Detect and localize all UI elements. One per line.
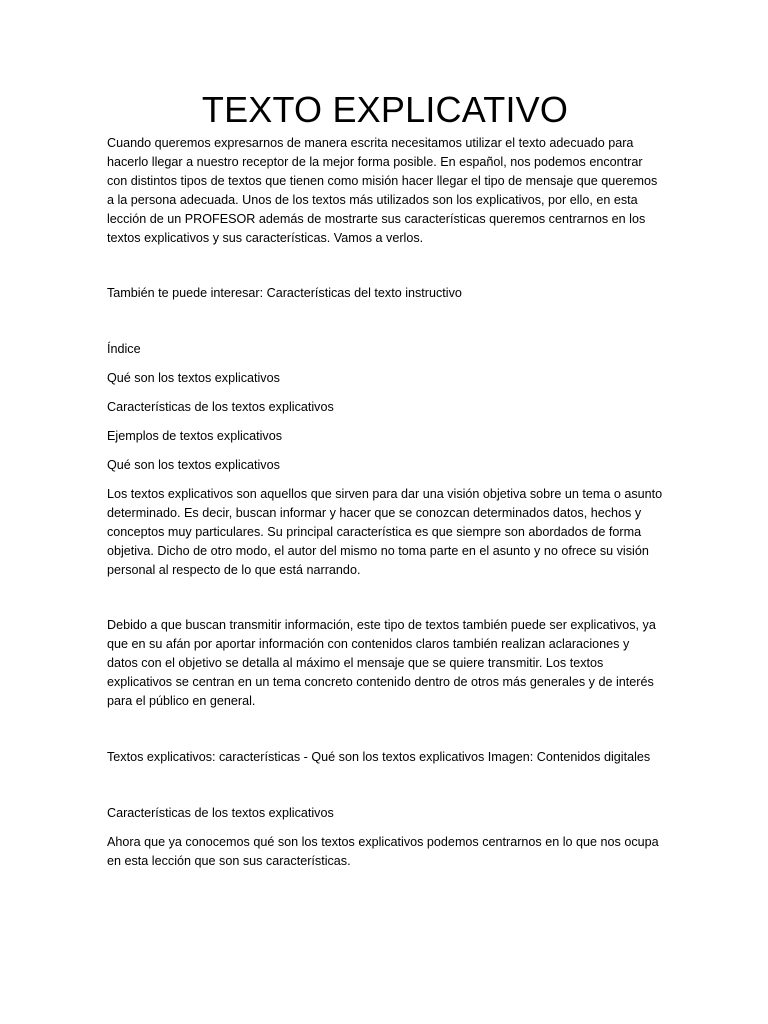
section-heading-characteristics: Características de los textos explicativos bbox=[107, 805, 334, 820]
index-heading: Índice bbox=[107, 342, 141, 357]
also-interest-paragraph: También te puede interesar: Características del texto instructivo bbox=[107, 286, 462, 301]
document-title: TEXTO EXPLICATIVO bbox=[201, 89, 569, 130]
section2-paragraph-1: Ahora que ya conocemos qué son los textos explicativos podemos centrarnos en lo que nos ocupa en esta lección que son sus características. bbox=[107, 834, 659, 868]
intro-paragraph: Cuando queremos expresarnos de manera escrita necesitamos utilizar el texto adecuado para hacerlo llegar a nuestro receptor de la mejor forma posible. En español, nos podemos encontrar con distintos tipos de textos que tienen como misión hacer llegar el tipo de mensaje que queremos a la persona adecuada. Unos de los textos más utilizados son los explicativos, por ello, en esta lección de un PROFESOR además de mostrarte sus características queremos centrarnos en los textos explicativos y sus características. Vamos a verlos. bbox=[107, 136, 658, 245]
document-body bbox=[107, 88, 663, 871]
section1-paragraph-2: Debido a que buscan transmitir información, este tipo de textos también puede ser explicativos, ya que en su afán por aportar información con contenidos claros también realizan aclaraciones y datos con el objetivo se detalla al máximo el mensaje que se quiere transmitir. Los textos explicativos se centran en un tema concreto contenido dentro de otros más generales y de interés para el público en general. bbox=[107, 618, 656, 709]
index-item-characteristics: Características de los textos explicativos bbox=[107, 400, 334, 415]
image-caption: Textos explicativos: características - Qué son los textos explicativos Imagen: Contenidos digitales bbox=[107, 749, 651, 764]
section-heading-what-are: Qué son los textos explicativos bbox=[107, 457, 280, 472]
index-item-examples: Ejemplos de textos explicativos bbox=[107, 429, 282, 444]
section1-paragraph-1: Los textos explicativos son aquellos que sirven para dar una visión objetiva sobre un tema o asunto determinado. Es decir, buscan informar y hacer que se conozcan determinados datos, hechos y conceptos muy particulares. Su principal característica es que siempre son abordados de forma objetiva. Dicho de otro modo, el autor del mismo no toma parte en el asunto y no ofrece su visión personal al respecto de lo que está narrando. bbox=[107, 486, 663, 577]
index-item-what-are: Qué son los textos explicativos bbox=[107, 371, 280, 386]
